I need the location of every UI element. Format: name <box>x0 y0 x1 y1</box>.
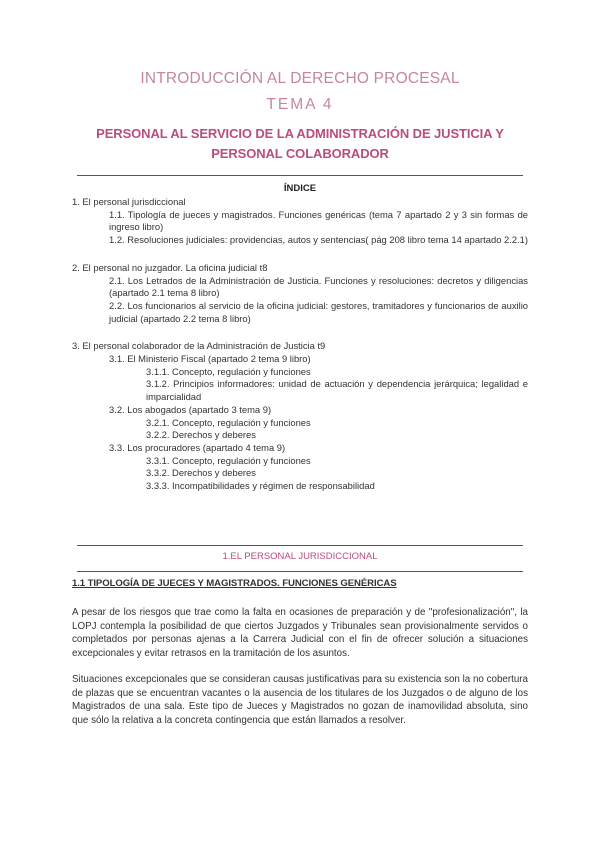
toc-item-3-1-2: 3.1.2. Principios informadores: unidad de actuación y dependencia jerárquica; legalidad e imparcialidad <box>146 378 528 403</box>
toc-section-3: 3. El personal colaborador de la Administración de Justicia t9 <box>72 340 326 352</box>
toc-spacer <box>72 247 528 262</box>
table-of-contents <box>72 196 528 493</box>
tema-number: TEMA 4 <box>266 96 334 113</box>
toc-item-3-1: 3.1. El Ministerio Fiscal (apartado 2 tema 9 libro) <box>109 353 311 365</box>
title-divider <box>77 175 523 176</box>
toc-item-1-2: 1.2. Resoluciones judiciales: providencias, autos y sentencias( pág 208 libro tema 14 apartado 2.2.1) <box>109 234 529 246</box>
toc-item-3-2-2: 3.2.2. Derechos y deberes <box>146 429 256 441</box>
section-heading: 1.EL PERSONAL JURISDICCIONAL <box>222 551 378 562</box>
index-heading: ÍNDICE <box>283 183 317 194</box>
section-divider-top <box>77 545 523 546</box>
toc-item-3-3-1: 3.3.1. Concepto, regulación y funciones <box>146 454 311 466</box>
toc-item-3-1-1: 3.1.1. Concepto, regulación y funciones <box>146 365 311 377</box>
toc-item-3-3-3: 3.3.3. Incompatibilidades y régimen de responsabilidad <box>146 480 375 492</box>
document-title: PERSONAL AL SERVICIO DE LA ADMINISTRACIÓN DE JUSTICIA Y PERSONAL COLABORADOR <box>96 126 504 161</box>
course-title: INTRODUCCIÓN AL DERECHO PROCESAL <box>140 70 460 87</box>
toc-item-3-2-1: 3.2.1. Concepto, regulación y funciones <box>146 416 311 428</box>
toc-section-1: 1. El personal jurisdiccional <box>72 196 186 207</box>
toc-item-1-1: 1.1. Tipología de jueces y magistrados. Funciones genéricas (tema 7 apartado 2 y 3 sin formas de ingreso libro) <box>109 208 528 233</box>
body-paragraph: Situaciones excepcionales que se consideran causas justificativas para su existencia son la no cobertura de plazas que se encuentran vacantes o la ausencia de los titulares de los Juzgados o de alguno de los Magistrados de una sala. Este tipo de Jueces y Magistrados no gozan de inamovilidad absoluta, sino que sólo la relativa a la concreta contingencia que están llamados a resolver. <box>72 674 528 726</box>
toc-section-2: 2. El personal no juzgador. La oficina judicial t8 <box>72 261 268 273</box>
toc-item-2-2: 2.2. Los funcionarios al servicio de la oficina judicial: gestores, tramitadores y funcionarios de auxilio judicial (apartado 2.2 tema 8 libro) <box>109 299 528 324</box>
toc-item-3-3: 3.3. Los procuradores (apartado 4 tema 9) <box>109 441 286 453</box>
toc-spacer <box>72 325 528 340</box>
section-divider-bottom <box>77 571 523 572</box>
toc-item-3-2: 3.2. Los abogados (apartado 3 tema 9) <box>109 403 272 415</box>
body-paragraph: A pesar de los riesgos que trae como la falta en ocasiones de preparación y de "profesionalización", la LOPJ contempla la posibilidad de que ciertos Juzgados y Tribunales sean provisionalmente servidos o completados por personas ajenas a la Carrera Judicial con el fin de ofrecer solución a situaciones excepcionales y evitar retrasos en la tramitación de los asuntos. <box>72 607 528 659</box>
toc-item-3-3-2: 3.3.2. Derechos y deberes <box>146 467 256 479</box>
toc-item-2-1: 2.1. Los Letrados de la Administración de Justicia. Funciones y resoluciones: decretos y diligencias (apartado 2.1 tema 8 libro) <box>109 274 528 299</box>
subsection-heading: 1.1 TIPOLOGÍA DE JUECES Y MAGISTRADOS. FUNCIONES GENÉRICAS <box>72 578 397 589</box>
